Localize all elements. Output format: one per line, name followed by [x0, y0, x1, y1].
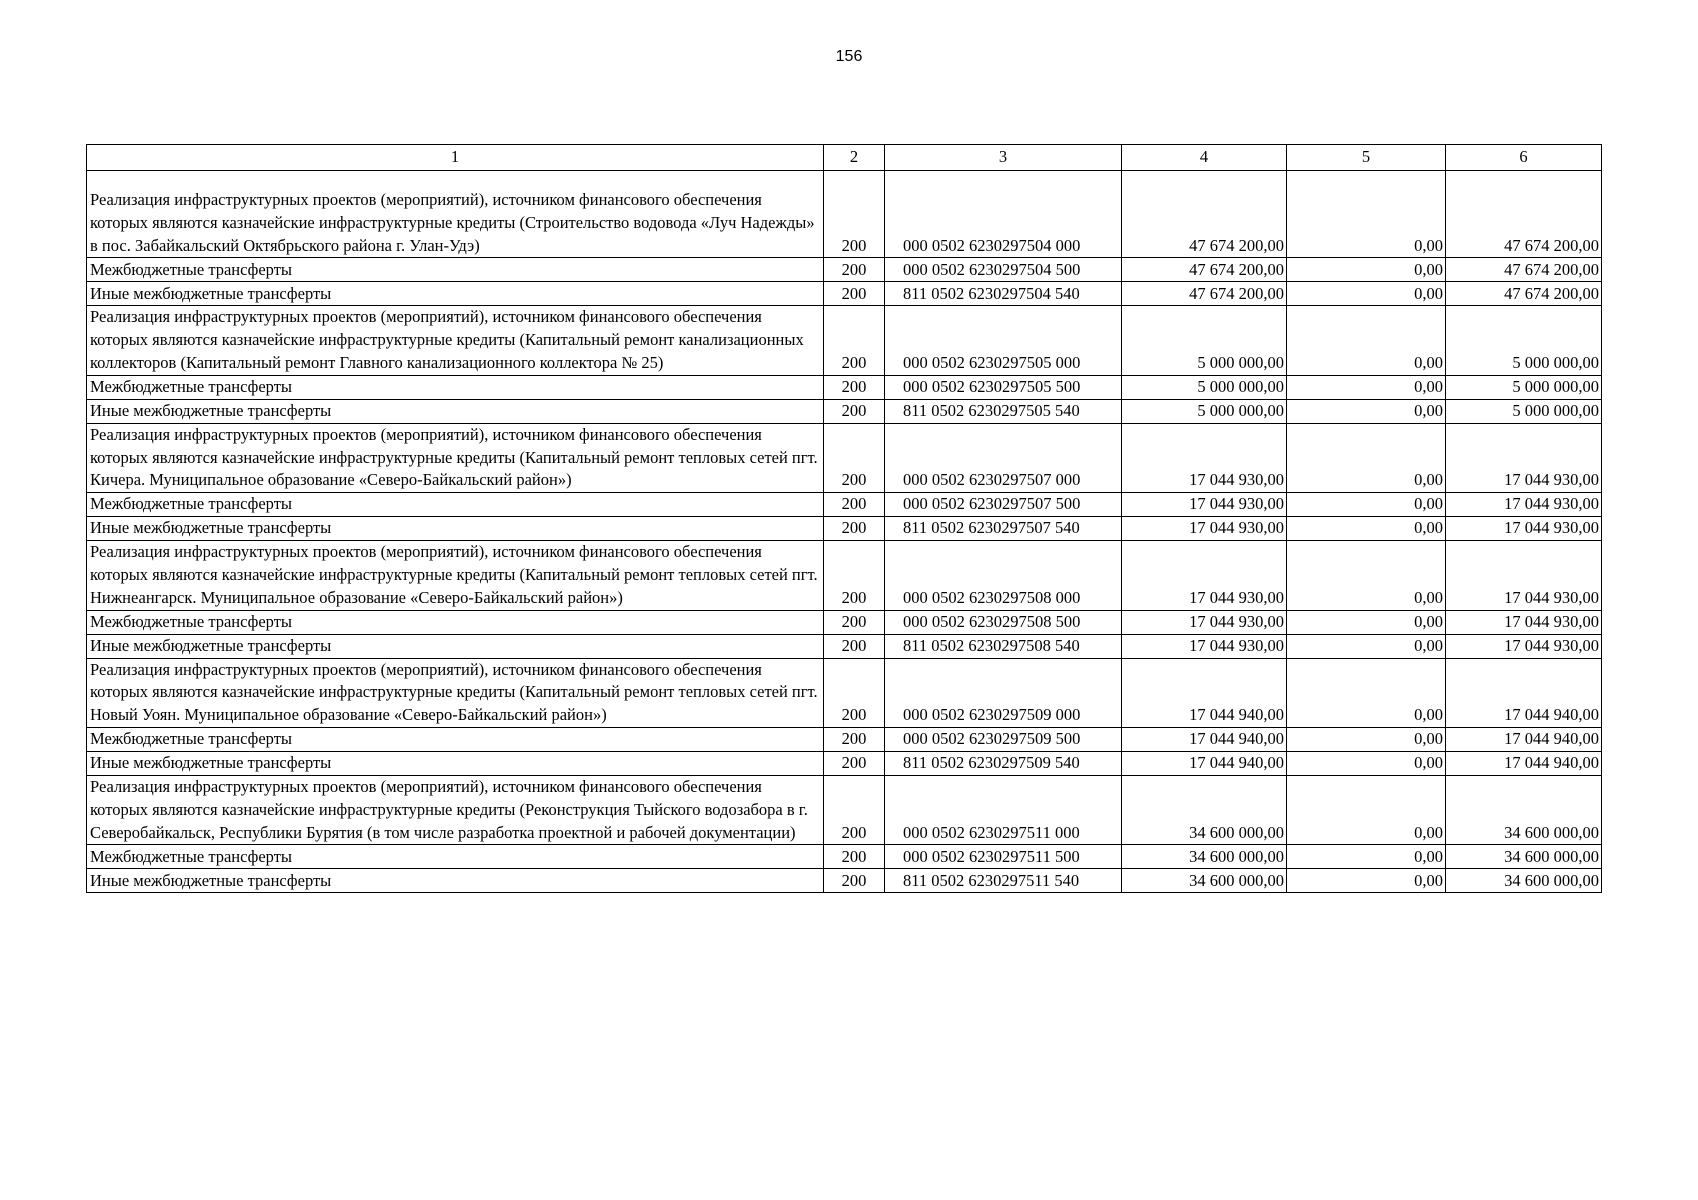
row-col4-cell: 17 044 940,00 — [1122, 658, 1287, 727]
row-col5-cell: 0,00 — [1287, 541, 1446, 610]
row-name-cell: Реализация инфраструктурных проектов (мероприятий), источником финансового обеспечения которых являются казначейские инфраструктурные кредиты (Капитальный ремонт тепловых сетей пгт. Нижнеангарск. Муниципальное образование «Северо-Байкальский район») — [87, 541, 824, 610]
row-code-cell: 811 0502 6230297504 540 — [885, 282, 1122, 306]
row-ref-cell: 200 — [824, 517, 885, 541]
row-col5-cell: 0,00 — [1287, 775, 1446, 844]
row-name-cell: Реализация инфраструктурных проектов (мероприятий), источником финансового обеспечения которых являются казначейские инфраструктурные кредиты (Капитальный ремонт тепловых сетей пгт. Новый Уоян. Муниципальное образование «Северо-Байкальский район») — [87, 658, 824, 727]
row-col4-cell: 17 044 930,00 — [1122, 634, 1287, 658]
row-col5-cell: 0,00 — [1287, 634, 1446, 658]
row-ref-cell: 200 — [824, 399, 885, 423]
header-row — [87, 145, 1602, 171]
row-col5-cell: 0,00 — [1287, 751, 1446, 775]
row-code-cell: 000 0502 6230297509 000 — [885, 658, 1122, 727]
row-name-cell: Межбюджетные трансферты — [87, 845, 824, 869]
row-code-cell: 000 0502 6230297507 000 — [885, 423, 1122, 492]
row-code-cell: 000 0502 6230297505 000 — [885, 306, 1122, 375]
row-col6-cell: 5 000 000,00 — [1446, 306, 1602, 375]
row-col6-cell: 17 044 930,00 — [1446, 423, 1602, 492]
row-name-cell: Иные межбюджетные трансферты — [87, 517, 824, 541]
row-name-cell: Реализация инфраструктурных проектов (мероприятий), источником финансового обеспечения которых являются казначейские инфраструктурные кредиты (Строительство водовода «Луч Надежды» в пос. Забайкальский Октябрьского района г. Улан-Удэ) — [87, 171, 824, 258]
row-col6-cell: 34 600 000,00 — [1446, 845, 1602, 869]
row-code-cell: 000 0502 6230297504 000 — [885, 171, 1122, 258]
row-col4-cell: 47 674 200,00 — [1122, 171, 1287, 258]
row-col6-cell: 34 600 000,00 — [1446, 869, 1602, 893]
row-col4-cell: 47 674 200,00 — [1122, 258, 1287, 282]
row-col6-cell: 5 000 000,00 — [1446, 399, 1602, 423]
table-row — [87, 775, 1602, 844]
table-row — [87, 517, 1602, 541]
table-row — [87, 493, 1602, 517]
table-row — [87, 869, 1602, 893]
row-code-cell: 000 0502 6230297505 500 — [885, 375, 1122, 399]
table-row — [87, 727, 1602, 751]
row-ref-cell: 200 — [824, 727, 885, 751]
row-col6-cell: 17 044 940,00 — [1446, 658, 1602, 727]
row-col6-cell: 17 044 940,00 — [1446, 727, 1602, 751]
row-col5-cell: 0,00 — [1287, 869, 1446, 893]
row-col6-cell: 17 044 930,00 — [1446, 517, 1602, 541]
row-name-cell: Межбюджетные трансферты — [87, 493, 824, 517]
row-name-cell: Реализация инфраструктурных проектов (мероприятий), источником финансового обеспечения которых являются казначейские инфраструктурные кредиты (Реконструкция Тыйского водозабора в г. Северобайкальск, Республики Бурятия (в том числе разработка проектной и рабочей документации) — [87, 775, 824, 844]
table-row — [87, 171, 1602, 258]
row-col5-cell: 0,00 — [1287, 423, 1446, 492]
table-row — [87, 282, 1602, 306]
row-col6-cell: 17 044 930,00 — [1446, 541, 1602, 610]
row-col4-cell: 17 044 930,00 — [1122, 517, 1287, 541]
header-col-6: 6 — [1446, 145, 1602, 171]
budget-table — [86, 144, 1602, 893]
row-ref-cell: 200 — [824, 493, 885, 517]
table-row — [87, 610, 1602, 634]
row-col4-cell: 34 600 000,00 — [1122, 869, 1287, 893]
row-name-cell: Межбюджетные трансферты — [87, 610, 824, 634]
row-col5-cell: 0,00 — [1287, 845, 1446, 869]
row-col5-cell: 0,00 — [1287, 610, 1446, 634]
row-name-cell: Иные межбюджетные трансферты — [87, 869, 824, 893]
row-col5-cell: 0,00 — [1287, 171, 1446, 258]
row-ref-cell: 200 — [824, 171, 885, 258]
row-ref-cell: 200 — [824, 306, 885, 375]
row-col4-cell: 34 600 000,00 — [1122, 845, 1287, 869]
table-row — [87, 845, 1602, 869]
table-row — [87, 751, 1602, 775]
row-ref-cell: 200 — [824, 634, 885, 658]
row-col6-cell: 34 600 000,00 — [1446, 775, 1602, 844]
table-row — [87, 399, 1602, 423]
row-col4-cell: 17 044 940,00 — [1122, 751, 1287, 775]
row-code-cell: 000 0502 6230297508 500 — [885, 610, 1122, 634]
row-col6-cell: 47 674 200,00 — [1446, 171, 1602, 258]
row-code-cell: 000 0502 6230297504 500 — [885, 258, 1122, 282]
row-ref-cell: 200 — [824, 282, 885, 306]
row-code-cell: 000 0502 6230297509 500 — [885, 727, 1122, 751]
row-col4-cell: 17 044 930,00 — [1122, 423, 1287, 492]
row-col4-cell: 5 000 000,00 — [1122, 306, 1287, 375]
row-name-cell: Иные межбюджетные трансферты — [87, 399, 824, 423]
row-code-cell: 811 0502 6230297511 540 — [885, 869, 1122, 893]
row-name-cell: Межбюджетные трансферты — [87, 258, 824, 282]
row-name-cell: Иные межбюджетные трансферты — [87, 751, 824, 775]
row-col5-cell: 0,00 — [1287, 658, 1446, 727]
row-name-cell: Реализация инфраструктурных проектов (мероприятий), источником финансового обеспечения которых являются казначейские инфраструктурные кредиты (Капитальный ремонт канализационных коллекторов (Капитальный ремонт Главного канализационного коллектора № 25) — [87, 306, 824, 375]
row-ref-cell: 200 — [824, 869, 885, 893]
row-col4-cell: 17 044 930,00 — [1122, 541, 1287, 610]
row-col6-cell: 47 674 200,00 — [1446, 282, 1602, 306]
row-col6-cell: 17 044 930,00 — [1446, 493, 1602, 517]
table-row — [87, 258, 1602, 282]
row-ref-cell: 200 — [824, 610, 885, 634]
row-code-cell: 000 0502 6230297508 000 — [885, 541, 1122, 610]
table-row — [87, 658, 1602, 727]
table-row — [87, 306, 1602, 375]
row-code-cell: 811 0502 6230297505 540 — [885, 399, 1122, 423]
row-ref-cell: 200 — [824, 541, 885, 610]
header-col-2: 2 — [824, 145, 885, 171]
table-row — [87, 423, 1602, 492]
row-ref-cell: 200 — [824, 751, 885, 775]
row-col5-cell: 0,00 — [1287, 306, 1446, 375]
header-col-4: 4 — [1122, 145, 1287, 171]
table-body — [87, 171, 1602, 893]
row-col6-cell: 47 674 200,00 — [1446, 258, 1602, 282]
row-col6-cell: 17 044 930,00 — [1446, 634, 1602, 658]
row-col5-cell: 0,00 — [1287, 399, 1446, 423]
row-name-cell: Иные межбюджетные трансферты — [87, 634, 824, 658]
row-col4-cell: 17 044 940,00 — [1122, 727, 1287, 751]
header-col-1: 1 — [87, 145, 824, 171]
row-col4-cell: 17 044 930,00 — [1122, 610, 1287, 634]
row-ref-cell: 200 — [824, 775, 885, 844]
row-col5-cell: 0,00 — [1287, 375, 1446, 399]
row-code-cell: 000 0502 6230297511 500 — [885, 845, 1122, 869]
table-row — [87, 634, 1602, 658]
header-col-3: 3 — [885, 145, 1122, 171]
row-col4-cell: 5 000 000,00 — [1122, 399, 1287, 423]
row-col5-cell: 0,00 — [1287, 517, 1446, 541]
row-ref-cell: 200 — [824, 658, 885, 727]
row-col6-cell: 17 044 930,00 — [1446, 610, 1602, 634]
row-col4-cell: 47 674 200,00 — [1122, 282, 1287, 306]
row-col4-cell: 34 600 000,00 — [1122, 775, 1287, 844]
header-col-5: 5 — [1287, 145, 1446, 171]
row-col5-cell: 0,00 — [1287, 493, 1446, 517]
row-code-cell: 811 0502 6230297508 540 — [885, 634, 1122, 658]
row-name-cell: Иные межбюджетные трансферты — [87, 282, 824, 306]
row-ref-cell: 200 — [824, 423, 885, 492]
row-col4-cell: 5 000 000,00 — [1122, 375, 1287, 399]
row-code-cell: 000 0502 6230297507 500 — [885, 493, 1122, 517]
row-ref-cell: 200 — [824, 375, 885, 399]
row-name-cell: Межбюджетные трансферты — [87, 727, 824, 751]
page-number: 156 — [835, 48, 863, 65]
row-code-cell: 811 0502 6230297507 540 — [885, 517, 1122, 541]
row-col6-cell: 5 000 000,00 — [1446, 375, 1602, 399]
table-row — [87, 541, 1602, 610]
row-ref-cell: 200 — [824, 258, 885, 282]
row-col4-cell: 17 044 930,00 — [1122, 493, 1287, 517]
row-code-cell: 811 0502 6230297509 540 — [885, 751, 1122, 775]
table-row — [87, 375, 1602, 399]
row-col6-cell: 17 044 940,00 — [1446, 751, 1602, 775]
row-col5-cell: 0,00 — [1287, 258, 1446, 282]
row-code-cell: 000 0502 6230297511 000 — [885, 775, 1122, 844]
row-ref-cell: 200 — [824, 845, 885, 869]
row-name-cell: Межбюджетные трансферты — [87, 375, 824, 399]
row-col5-cell: 0,00 — [1287, 727, 1446, 751]
row-name-cell: Реализация инфраструктурных проектов (мероприятий), источником финансового обеспечения которых являются казначейские инфраструктурные кредиты (Капитальный ремонт тепловых сетей пгт. Кичера. Муниципальное образование «Северо-Байкальский район») — [87, 423, 824, 492]
row-col5-cell: 0,00 — [1287, 282, 1446, 306]
